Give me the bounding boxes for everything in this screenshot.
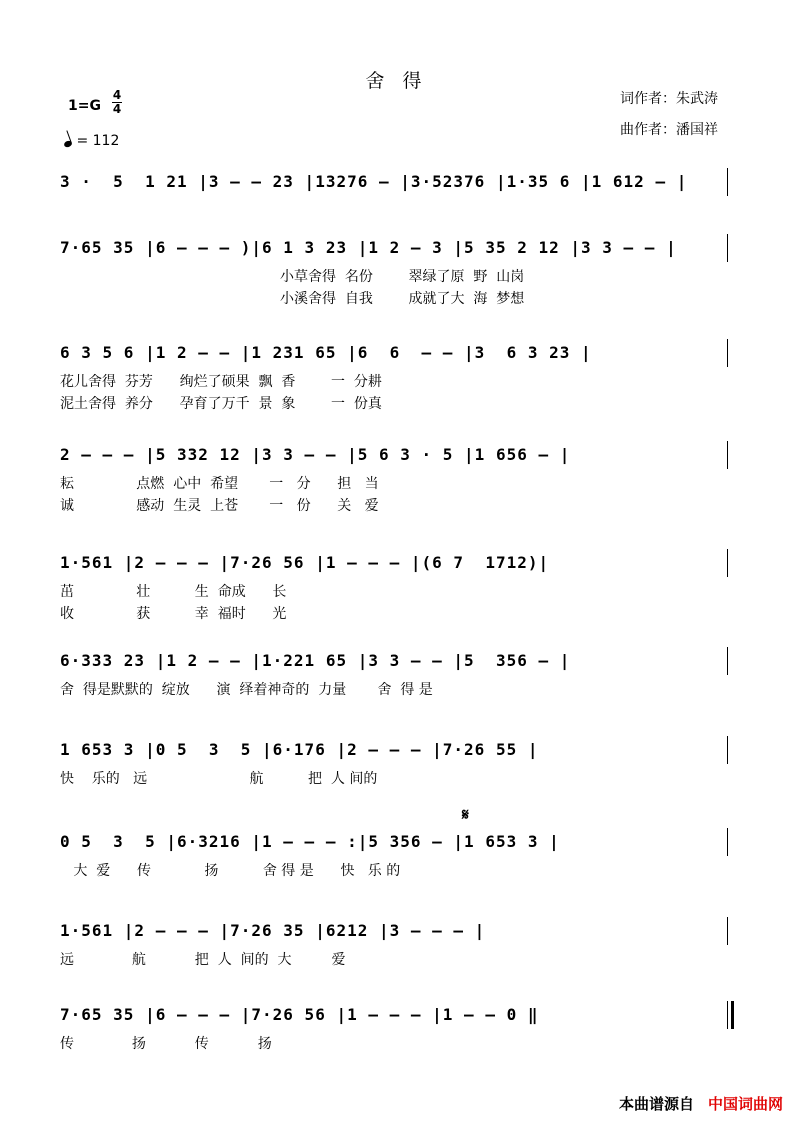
music-line: 1 653 3 |0 5 3 5 |6·176 |2 — — — |7·26 55 | [60, 740, 539, 759]
barline [727, 828, 728, 856]
barline [727, 441, 728, 469]
music-line: 1·561 |2 — — — |7·26 56 |1 — — — |(6 7 1712)| [60, 553, 550, 572]
barline [727, 168, 728, 196]
lyric-verse-1: 小草舍得 名份 翠绿了原 野 山岗 [280, 269, 525, 285]
lyric-verse-1: 远 航 把 人 间的 大 爱 [60, 952, 346, 968]
music-line: 6 3 5 6 |1 2 — — |1 231 65 |6 6 — — |3 6 3 23 | [60, 343, 592, 362]
source-label: 本曲谱源自 [618, 1095, 694, 1113]
barline [727, 339, 728, 367]
lyric-verse-2: 收 获 幸 福时 光 [60, 606, 287, 622]
barline [727, 549, 728, 577]
tempo-value: = 112 [76, 133, 120, 149]
music-line: 2 — — — |5 332 12 |3 3 — — |5 6 3 · 5 |1 656 — | [60, 445, 571, 464]
barline [727, 647, 728, 675]
music-line: 7·65 35 |6 — — — |7·26 56 |1 — — — |1 — — 0 ‖ [60, 1005, 539, 1024]
source-footer [619, 1093, 783, 1114]
segno-icon: 𝄋 [462, 805, 469, 824]
lyricist-credit: 词作者：朱武涛 [620, 91, 718, 107]
music-line: 7·65 35 |6 — — — )|6 1 3 23 |1 2 — 3 |5 35 2 12 |3 3 — — | [60, 238, 677, 257]
final-barline [731, 1001, 734, 1029]
key-signature: 1=G [68, 98, 101, 114]
quarter-note-icon [63, 140, 73, 148]
time-signature [112, 89, 122, 116]
lyric-verse-1: 茁 壮 生 命成 长 [60, 584, 287, 600]
time-top: 4 [112, 88, 122, 102]
music-line: 3 · 5 1 21 |3 — — 23 |13276 — |3·52376 |1·35 6 |1 612 — | [60, 172, 688, 191]
lyric-verse-1: 花儿舍得 芬芳 绚烂了硕果 飘 香 一 分耕 [60, 374, 382, 390]
lyric-verse-1: 大 爱 传 扬 舍 得 是 快 乐 的 [60, 863, 401, 879]
site-name: 中国词曲网 [707, 1095, 783, 1113]
music-line: 6·333 23 |1 2 — — |1·221 65 |3 3 — — |5 356 — | [60, 651, 571, 670]
music-line: 0 5 3 5 |6·3216 |1 — — — :|5 356 — |1 653 3 | [60, 832, 560, 851]
lyric-verse-1: 耘 点燃 心中 希望 一 分 担 当 [60, 476, 379, 492]
music-line: 1·561 |2 — — — |7·26 35 |6212 |3 — — — | [60, 921, 486, 940]
lyric-verse-1: 快 乐的 远 航 把 人 间的 [60, 771, 378, 787]
barline [727, 1001, 728, 1029]
lyric-verse-2: 小溪舍得 自我 成就了大 海 梦想 [280, 291, 525, 307]
barline [727, 736, 728, 764]
barline [727, 917, 728, 945]
barline [727, 234, 728, 262]
lyric-verse-1: 传 扬 传 扬 [60, 1036, 272, 1052]
lyric-verse-2: 泥土舍得 养分 孕育了万千 景 象 一 份真 [60, 396, 382, 412]
lyric-verse-1: 舍 得是默默的 绽放 演 绎着神奇的 力量 舍 得 是 [60, 682, 433, 698]
lyric-verse-2: 诚 感动 生灵 上苍 一 份 关 爱 [60, 498, 379, 514]
time-bottom: 4 [112, 102, 122, 116]
tempo-mark [64, 133, 119, 149]
composer-credit: 曲作者：潘国祥 [620, 122, 718, 138]
page-title: 舍 得 [365, 70, 428, 92]
